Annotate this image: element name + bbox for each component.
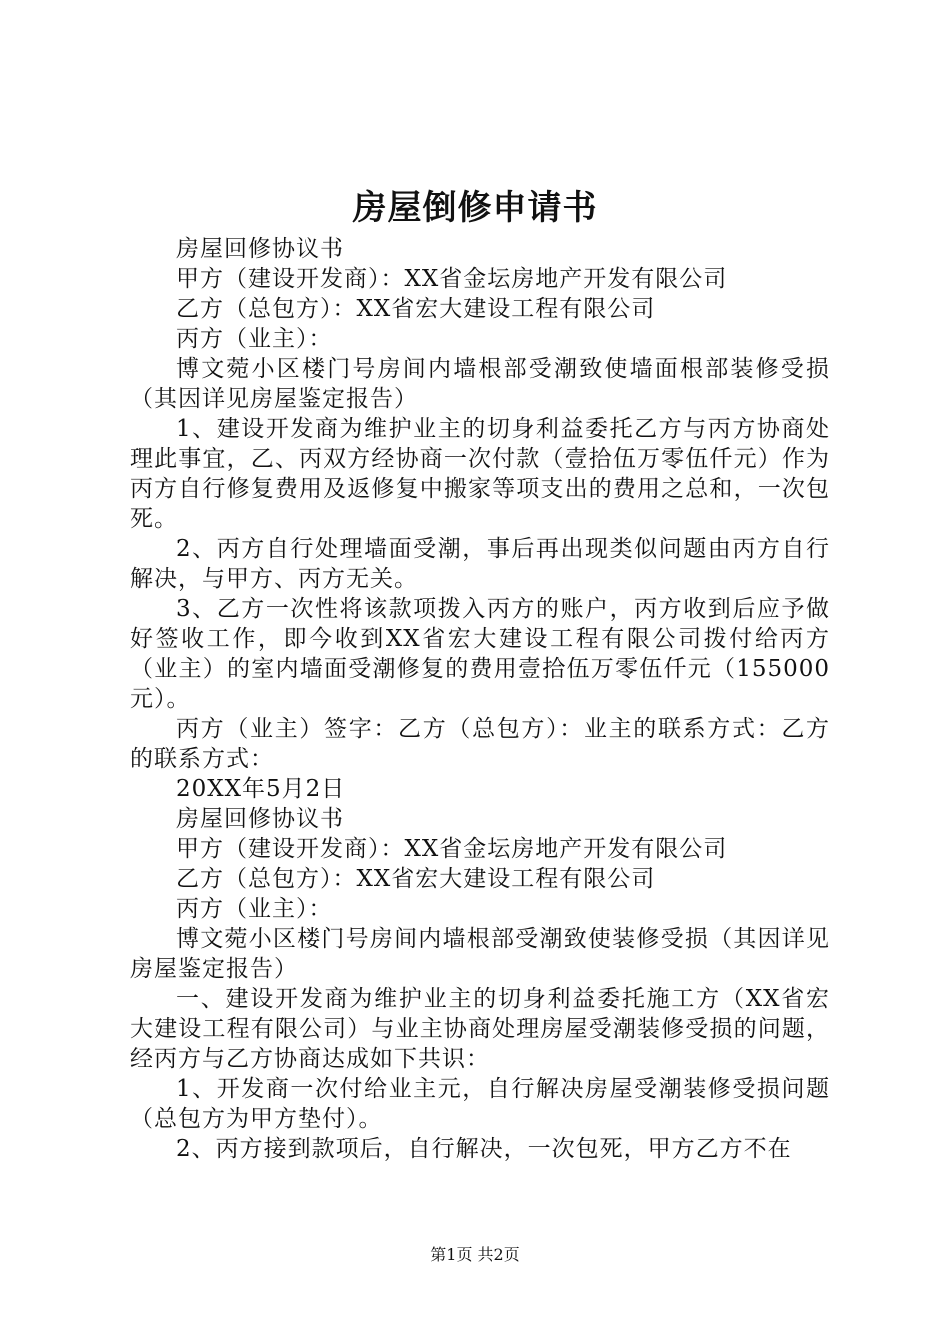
paragraph: 博文菀小区楼门号房间内墙根部受潮致使装修受损（其因详见房屋鉴定报告） (130, 926, 830, 982)
paragraph: 2、丙方自行处理墙面受潮，事后再出现类似问题由丙方自行解决，与甲方、丙方无关。 (130, 536, 830, 592)
document-body (130, 234, 830, 1164)
paragraph: 20XX年5月2日 (176, 776, 346, 802)
paragraph: 乙方（总包方）：XX省宏大建设工程有限公司 (176, 866, 656, 892)
document-title: 房屋倒修申请书 (352, 188, 598, 228)
paragraph: 2、丙方接到款项后，自行解决，一次包死，甲方乙方不在 (176, 1136, 792, 1162)
paragraph: 乙方（总包方）：XX省宏大建设工程有限公司 (176, 296, 656, 322)
paragraph: 甲方（建设开发商）：XX省金坛房地产开发有限公司 (176, 836, 728, 862)
paragraph: 1、建设开发商为维护业主的切身利益委托乙方与丙方协商处理此事宜，乙、丙双方经协商一次付款（壹拾伍万零伍仟元）作为丙方自行修复费用及返修复中搬家等项支出的费用之总和，一次包死。 (130, 416, 830, 532)
paragraph: 房屋回修协议书 (176, 806, 344, 832)
paragraph: 甲方（建设开发商）：XX省金坛房地产开发有限公司 (176, 266, 728, 292)
paragraph: 一、建设开发商为维护业主的切身利益委托施工方（XX省宏大建设工程有限公司）与业主协商处理房屋受潮装修受损的问题，经丙方与乙方协商达成如下共识： (130, 986, 830, 1072)
paragraph: 丙方（业主）： (176, 326, 333, 352)
paragraph: 博文菀小区楼门号房间内墙根部受潮致使墙面根部装修受损（其因详见房屋鉴定报告） (130, 356, 830, 412)
paragraph: 1、开发商一次付给业主元，自行解决房屋受潮装修受损问题（总包方为甲方垫付）。 (130, 1076, 830, 1132)
paragraph: 丙方（业主）： (176, 896, 333, 922)
page-footer: 第1页 共2页 (430, 1245, 520, 1264)
paragraph: 3、乙方一次性将该款项拨入丙方的账户，丙方收到后应予做好签收工作，即今收到XX省宏大建设工程有限公司拨付给丙方（业主）的室内墙面受潮修复的费用壹拾伍万零伍仟元（155000元）。 (130, 596, 830, 712)
paragraph: 房屋回修协议书 (176, 236, 344, 262)
paragraph: 丙方（业主）签字：乙方（总包方）：业主的联系方式：乙方的联系方式： (130, 716, 830, 772)
